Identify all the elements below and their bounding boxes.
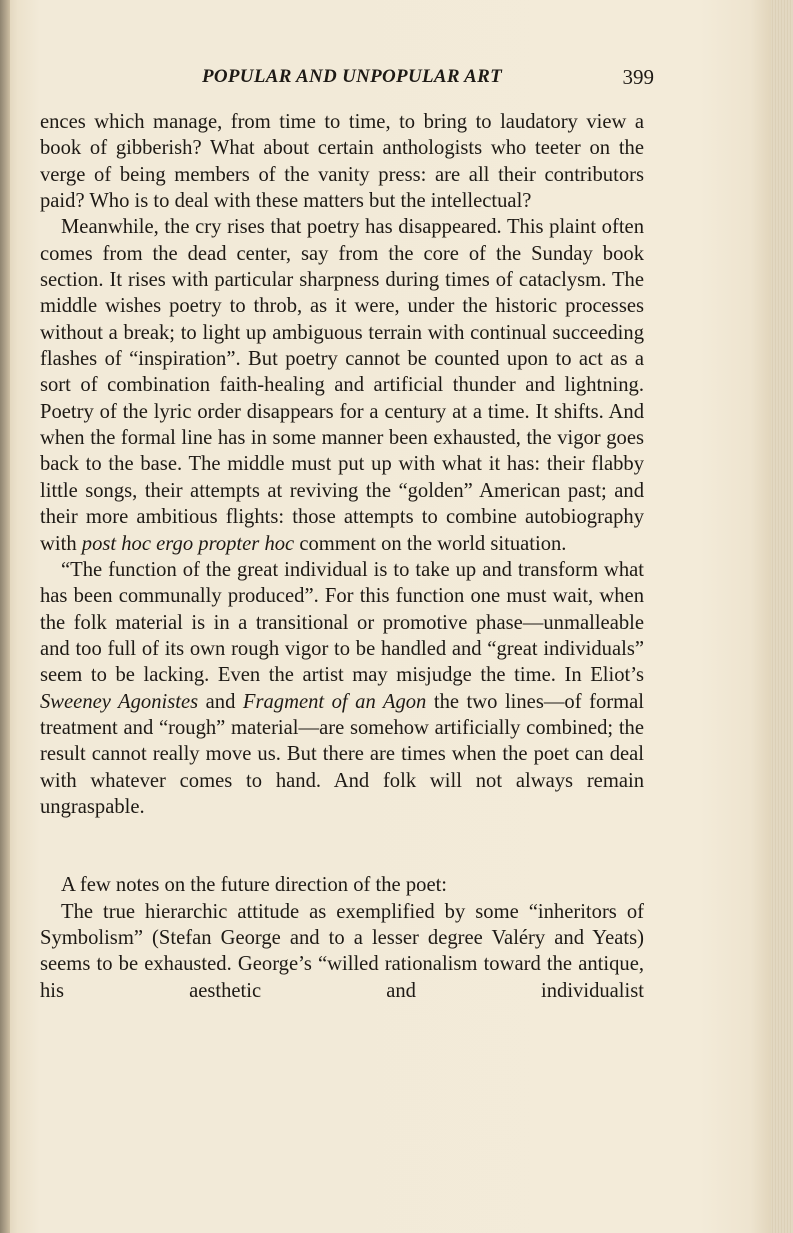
page-edges	[771, 0, 793, 1233]
book-spine-shadow	[0, 0, 10, 1233]
paragraph-text: “The function of the great individual is to take up and transform what has been communally produced”. For this function one must wait, when the folk material is in a transitional or promotive phase—unmalleable and too full of its own rough vigor to be handled and “great individuals” seem to be lacking. Even the artist may misjudge the time. In Eliot’s	[40, 558, 644, 687]
page-header	[40, 66, 664, 94]
paragraph-text: Meanwhile, the cry rises that poetry has disappeared. This plaint often comes from the dead center, say from the core of the Sunday book section. It rises with particular sharpness during times of cataclysm. The middle wishes poetry to throb, as it were, under the historic processes without a break; to light up ambiguous terrain with continual succeeding flashes of “inspiration”. But poetry cannot be counted upon to act as a sort of combination faith-healing and artificial thunder and lightning. Poetry of the lyric order disappears for a century at a time. It shifts. And when the formal line has in some manner been exhausted, the vigor goes back to the base. The middle must put up with what it has: their flabby little songs, their attempts at reviving the “golden” American past; and their more ambitious flights: those attempts to combine autobiography with	[40, 216, 644, 555]
paragraph-text-end: comment on the world situation.	[294, 532, 567, 555]
title-sweeney-agonistes: Sweeney Agonistes	[40, 690, 199, 713]
running-head: POPULAR AND UNPOPULAR ART	[201, 66, 503, 87]
body-text	[40, 109, 644, 1004]
paragraph-great-individual	[40, 557, 644, 820]
conjunction: and	[198, 690, 243, 713]
section-break	[40, 820, 644, 872]
page-number: 399	[622, 65, 654, 89]
paragraph-poetry-disappeared	[40, 214, 644, 556]
title-fragment-of-an-agon: Fragment of an Agon	[242, 690, 427, 713]
paragraph-future-direction: A few notes on the future direction of the poet:	[61, 874, 448, 897]
latin-phrase: post hoc ergo propter hoc	[81, 532, 295, 555]
paragraph-continued: ences which manage, from time to time, to bring to laudatory view a book of gibberish? What about certain anthologists who teeter on the verge of being members of the vanity press: are all their contributors paid? Who is to deal with these matters but the intellectual?	[40, 111, 644, 213]
paragraph-hierarchic-attitude: The true hierarchic attitude as exemplified by some “inheritors of Symbolism” (Stefan George and to a lesser degree Valéry and Yeats) seems to be exhausted. George’s “willed rationalism toward the antique, his aesthetic and individualist	[40, 900, 644, 1002]
paragraph-text-end: the two lines—of formal treatment and “rough” material—are somehow artificially combined; the result cannot really move us. But there are times when the poet can deal with whatever comes to hand. And folk will not always remain ungraspable.	[40, 690, 644, 818]
